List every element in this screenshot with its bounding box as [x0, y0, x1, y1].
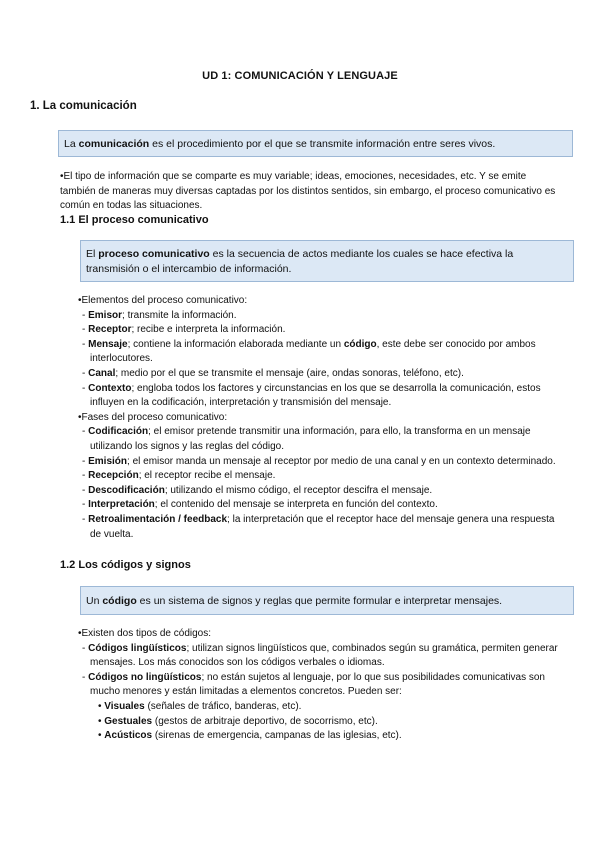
list-item: - Mensaje; contiene la información elaborada mediante un código, este debe ser conocido por ambos interlocutores. [82, 338, 536, 365]
types-header: •Existen dos tipos de códigos: [78, 628, 212, 639]
list-item: - Interpretación; el contenido del mensaje se interpreta en función del contexto. [82, 499, 438, 511]
term-codigo: código [102, 595, 137, 607]
list-item: - Descodificación; utilizando el mismo código, el receptor descifra el mensaje. [82, 484, 433, 496]
definition-box-comunicacion: La comunicación es el procedimiento por el que se transmite información entre seres vivos. [58, 130, 573, 157]
list-item: - Canal; medio por el que se transmite el mensaje (aire, ondas sonoras, teléfono, etc). [82, 367, 464, 379]
list-item: - Códigos lingüísticos; utilizan signos lingüísticos que, combinados según su gramática, permiten generar mensajes. Los más conocidos son los códigos verbales o idiomas. [82, 642, 558, 669]
sub-list-item: • Acústicos (sirenas de emergencia, campanas de las iglesias, etc). [98, 730, 402, 742]
section-1-2-heading: 1.2 Los códigos y signos [60, 559, 191, 571]
list-item: - Codificación; el emisor pretende transmitir una información, para ello, la transforma en un mensaje utilizando los signos y las reglas del código. [82, 426, 531, 452]
sub-list-item: • Gestuales (gestos de arbitraje deportivo, de socorrismo, etc). [98, 715, 378, 727]
section-1-heading: 1. La comunicación [30, 100, 137, 112]
definition-box-codigo: Un código es un sistema de signos y reglas que permite formular e interpretar mensajes. [80, 586, 574, 615]
section-1-paragraph: •El tipo de información que se comparte es muy variable; ideas, emociones, necesidades, etc. Y se emite también de maneras muy diversas captadas por los distintos sentidos, sin embargo, el proceso comunicativo es común en todas las situaciones. [60, 171, 556, 212]
codes-list [78, 627, 558, 744]
term-proceso-comunicativo: proceso comunicativo [98, 248, 210, 260]
elements-header: •Elementos del proceso comunicativo: [78, 295, 248, 306]
section-1-1-heading: 1.1 El proceso comunicativo [60, 214, 209, 226]
process-list [78, 294, 558, 542]
document-title: UD 1: COMUNICACIÓN Y LENGUAJE [202, 70, 398, 82]
phases-header: •Fases del proceso comunicativo: [78, 411, 228, 423]
definition-box-proceso: El proceso comunicativo es la secuencia de actos mediante los cuales se hace efectiva la transmisión o el intercambio de información. [80, 240, 574, 282]
list-item: - Contexto; engloba todos los factores y circunstancias en los que se desarrolla la comunicación, estos influyen en la codificación, interpretación y transmisión del mensaje. [82, 382, 541, 409]
list-item: - Códigos no lingüísticos; no están sujetos al lenguaje, por lo que sus posibilidades comunicativas son mucho menores y están limitadas a elementos concretos. Pueden ser: [82, 671, 545, 698]
list-item: - Emisión; el emisor manda un mensaje al receptor por medio de una canal y en un contexto determinado. [82, 455, 556, 467]
sub-list-item: • Visuales (señales de tráfico, banderas, etc). [98, 700, 302, 712]
term-comunicacion: comunicación [78, 138, 150, 150]
list-item: - Receptor; recibe e interpreta la información. [82, 324, 286, 336]
list-item: - Emisor; transmite la información. [82, 309, 237, 321]
list-item: - Retroalimentación / feedback; la interpretación que el receptor hace del mensaje genera una respuesta de vuelta. [82, 513, 555, 540]
list-item: - Recepción; el receptor recibe el mensaje. [82, 470, 276, 482]
